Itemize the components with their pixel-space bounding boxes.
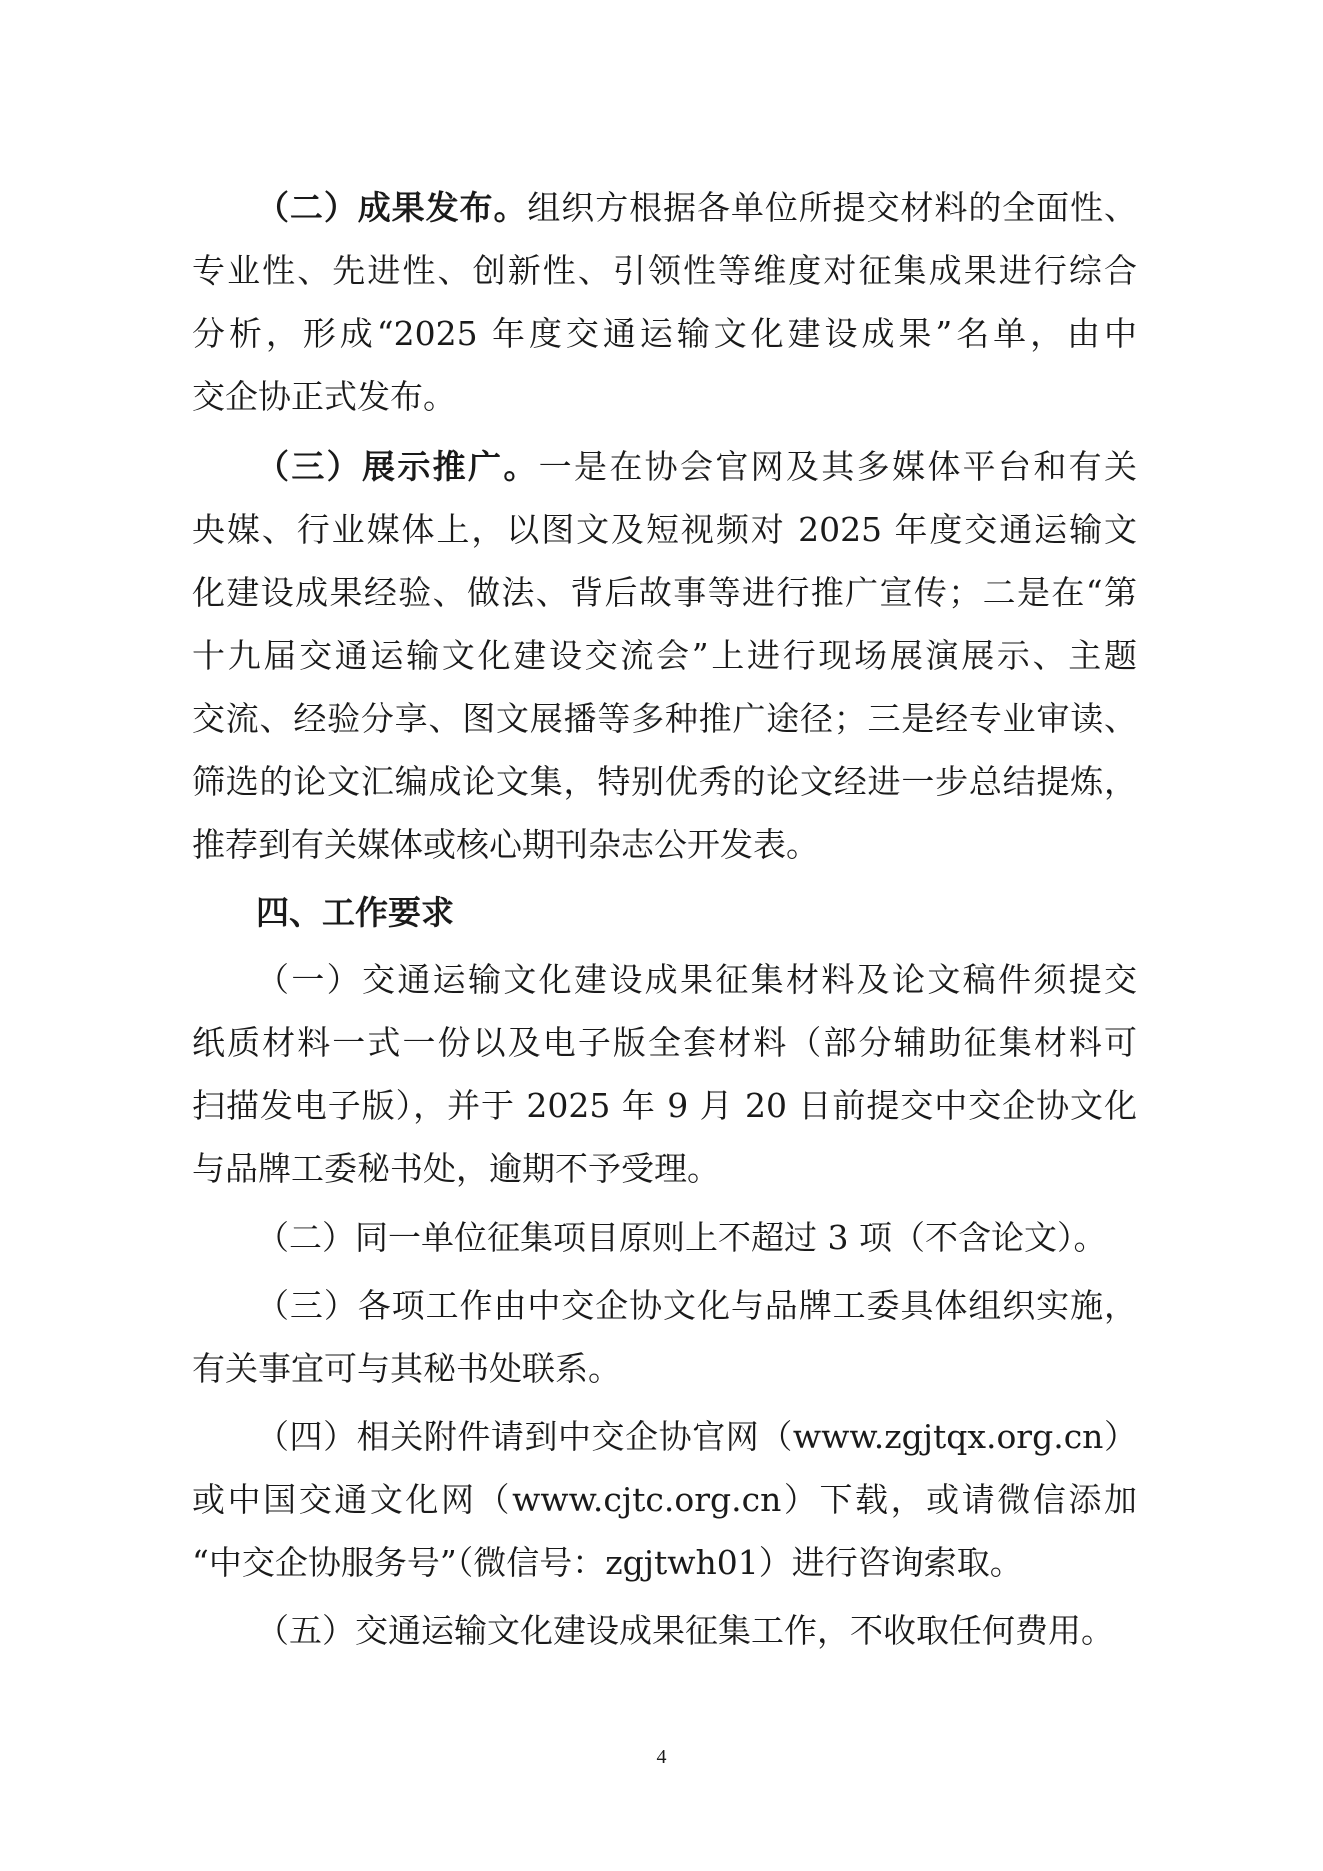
paragraph-line-10: 筛选的论文汇编成论文集，特别优秀的论文经进一步总结提炼，: [192, 762, 1137, 801]
paragraph-line-7: 化建设成果经验、做法、背后故事等进行推广宣传；二是在“第: [192, 573, 1137, 612]
section-lead-results-release: （二）成果发布。: [256, 188, 528, 227]
page-number: 4: [656, 1746, 667, 1768]
paragraph-line-3: 分析，形成“2025 年度交通运输文化建设成果”名单，由中: [192, 314, 1137, 353]
paragraph-line-23: （五）交通运输文化建设成果征集工作，不收取任何费用。: [256, 1611, 1114, 1650]
paragraph-line-11: 推荐到有关媒体或核心期刊杂志公开发表。: [192, 825, 819, 864]
paragraph-line-20: （四）相关附件请到中交企协官网（www.zgjtqx.org.cn）: [256, 1417, 1137, 1456]
paragraph-line-17: （二）同一单位征集项目原则上不超过 3 项（不含论文）。: [256, 1218, 1107, 1257]
paragraph-line-14: 纸质材料一式一份以及电子版全套材料（部分辅助征集材料可: [192, 1023, 1137, 1062]
paragraph-line-2: 专业性、先进性、创新性、引领性等维度对征集成果进行综合: [192, 251, 1137, 290]
paragraph-line-18: （三）各项工作由中交企协文化与品牌工委具体组织实施，: [256, 1286, 1137, 1325]
line-text: 一是在协会官网及其多媒体平台和有关: [538, 447, 1138, 486]
paragraph-line-16: 与品牌工委秘书处，逾期不予受理。: [192, 1149, 720, 1188]
paragraph-line-21: 或中国交通文化网（www.cjtc.org.cn）下载，或请微信添加: [192, 1480, 1137, 1519]
paragraph-line-4: 交企协正式发布。: [192, 377, 456, 416]
section-lead-promotion: （三）展示推广。: [256, 447, 539, 486]
paragraph-line-13: （一）交通运输文化建设成果征集材料及论文稿件须提交: [256, 960, 1137, 999]
section-heading-work-requirements: 四、工作要求: [256, 893, 454, 932]
paragraph-line-22: “中交企协服务号”（微信号：zgjtwh01）进行咨询索取。: [192, 1543, 1023, 1582]
paragraph-line-5: [256, 447, 1137, 487]
paragraph-line-1: [256, 188, 1137, 228]
paragraph-line-8: 十九届交通运输文化建设交流会”上进行现场展演展示、主题: [192, 636, 1137, 675]
paragraph-line-15: 扫描发电子版），并于 2025 年 9 月 20 日前提交中交企协文化: [192, 1086, 1137, 1125]
paragraph-line-6: 央媒、行业媒体上，以图文及短视频对 2025 年度交通运输文: [192, 510, 1137, 549]
paragraph-line-19: 有关事宜可与其秘书处联系。: [192, 1349, 621, 1388]
paragraph-line-9: 交流、经验分享、图文展播等多种推广途径；三是经专业审读、: [192, 699, 1137, 738]
line-text: 组织方根据各单位所提交材料的全面性、: [527, 188, 1138, 227]
